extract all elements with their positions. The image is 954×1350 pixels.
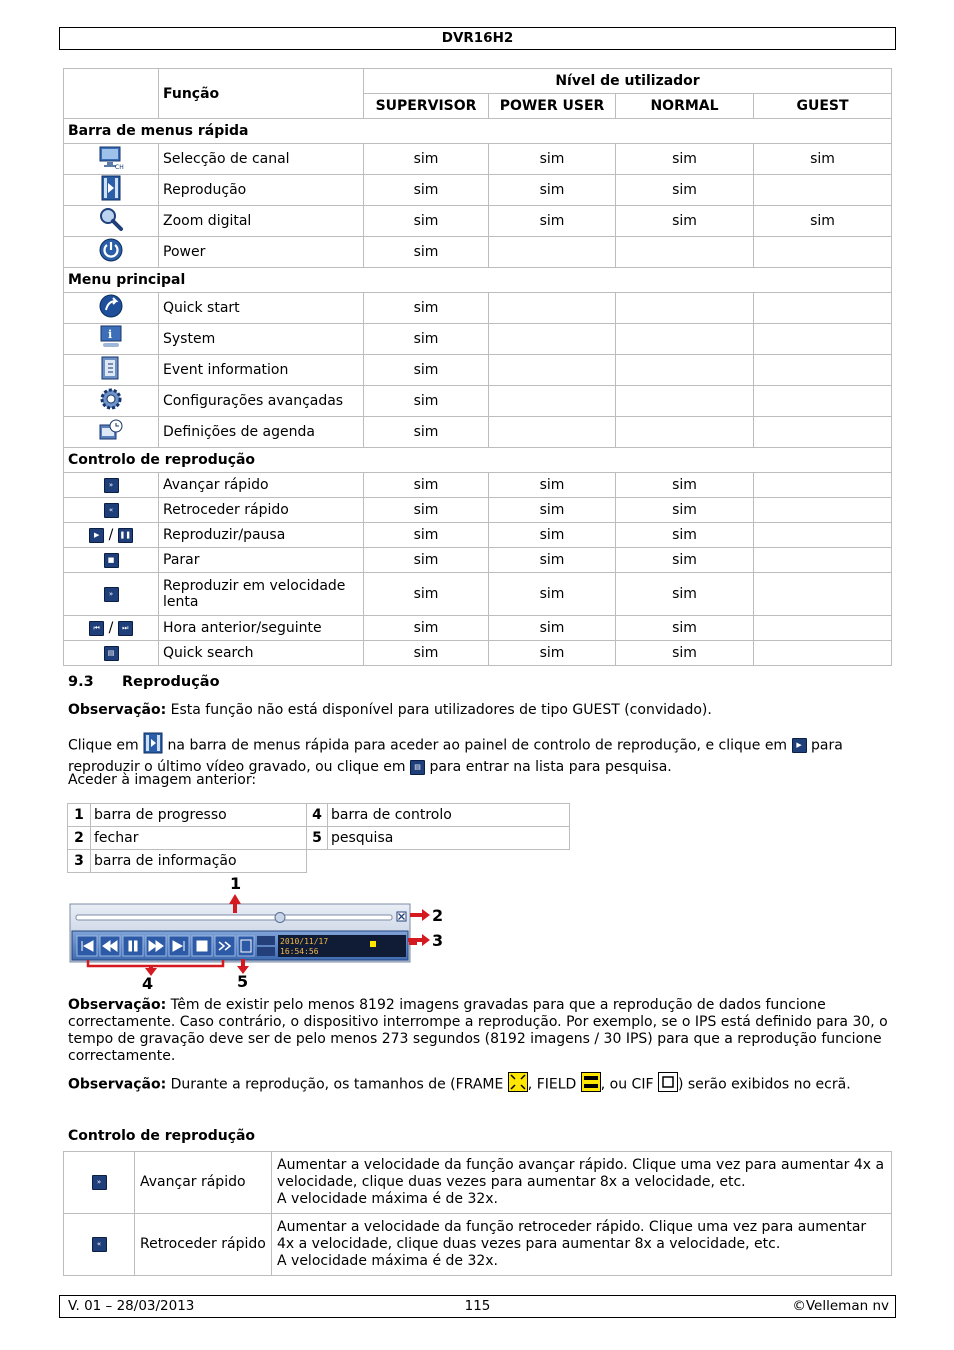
user-level-header: Nível de utilizador (364, 69, 892, 94)
perm-normal (616, 324, 754, 355)
perm-supervisor: sim (364, 616, 489, 641)
perm-supervisor: sim (364, 573, 489, 616)
footer-version: V. 01 – 28/03/2013 (68, 1298, 195, 1314)
status-badge (257, 947, 275, 956)
icon-cell (64, 324, 159, 355)
control-description (272, 1152, 892, 1214)
function-label: Parar (159, 548, 364, 573)
text-part: Clique em (68, 737, 144, 754)
previous-image-text: Aceder à imagem anterior: (68, 772, 257, 788)
icon-header-cell (64, 69, 159, 119)
note-8192 (68, 997, 890, 1065)
perm-normal: sim (616, 616, 754, 641)
perm-power-user: sim (489, 641, 616, 666)
channel-icon (98, 144, 124, 174)
perm-power-user (489, 293, 616, 324)
icon-cell (64, 573, 159, 616)
table-row (64, 616, 892, 641)
control-icon: » (104, 478, 119, 493)
perm-power-user (489, 237, 616, 268)
perm-supervisor: sim (364, 641, 489, 666)
perm-guest: sim (754, 206, 892, 237)
table-row (64, 206, 892, 237)
perm-normal (616, 386, 754, 417)
note-label: Observação: (68, 702, 167, 718)
control-icon: ⏮ (89, 621, 104, 636)
perm-power-user: sim (489, 616, 616, 641)
legend-empty (307, 850, 570, 873)
slow-play-icon (104, 586, 119, 602)
table-row (64, 641, 892, 666)
fast-forward-icon (104, 477, 119, 493)
table-row (64, 324, 892, 355)
legend-text: barra de informação (91, 850, 307, 873)
perm-normal (616, 237, 754, 268)
table-row (64, 293, 892, 324)
legend-text: barra de controlo (328, 804, 570, 827)
perm-normal (616, 293, 754, 324)
schedule-icon (98, 417, 124, 447)
function-label: Reproduzir/pausa (159, 523, 364, 548)
perm-power-user: sim (489, 573, 616, 616)
callout-3: 3 (432, 931, 444, 950)
control-icon: ▤ (104, 646, 119, 661)
perm-normal (616, 417, 754, 448)
description-text: Aumentar a velocidade da função retroceder rápido. Clique uma vez para aumentar 4x a velocidade, clique duas vezes para aumentar 8x a velocidade, etc. (277, 1219, 867, 1252)
function-label: Power (159, 237, 364, 268)
quick-start-icon (98, 293, 124, 323)
function-label: Selecção de canal (159, 144, 364, 175)
perm-power-user (489, 355, 616, 386)
icon-cell (64, 206, 159, 237)
perm-supervisor: sim (364, 548, 489, 573)
user-permissions-table (63, 68, 892, 666)
note-text: ) serão exibidos no ecrã. (677, 1076, 851, 1093)
perm-guest (754, 175, 892, 206)
perm-supervisor: sim (364, 473, 489, 498)
perm-guest (754, 324, 892, 355)
table-row (64, 498, 892, 523)
callout-4: 4 (142, 974, 154, 992)
table-row (64, 144, 892, 175)
perm-supervisor: sim (364, 293, 489, 324)
function-label: Quick start (159, 293, 364, 324)
function-label: Event information (159, 355, 364, 386)
icon-cell (64, 144, 159, 175)
progress-bar (76, 915, 392, 920)
level-power-user: POWER USER (489, 94, 616, 119)
footer-page-number: 115 (464, 1298, 491, 1314)
perm-guest (754, 386, 892, 417)
note-text: , FIELD (527, 1076, 581, 1093)
perm-supervisor: sim (364, 144, 489, 175)
note-text: , ou CIF (600, 1076, 658, 1093)
svg-text:i: i (108, 328, 113, 341)
description-text: Aumentar a velocidade da função avançar rápido. Clique uma vez para aumentar 4x a velocidade, clique duas vezes para aumentar 8x a velocidade, etc. (277, 1157, 885, 1190)
perm-supervisor: sim (364, 175, 489, 206)
event-info-icon (98, 355, 124, 385)
page-footer (59, 1295, 896, 1318)
rewind-icon (104, 502, 119, 518)
section-row-title: Barra de menus rápida (64, 119, 892, 144)
table-row (64, 573, 892, 616)
panel-legend-table (67, 803, 570, 873)
perm-power-user: sim (489, 473, 616, 498)
perm-guest (754, 293, 892, 324)
perm-supervisor: sim (364, 498, 489, 523)
perm-supervisor: sim (364, 324, 489, 355)
icon-cell (64, 616, 159, 641)
perm-guest (754, 616, 892, 641)
perm-power-user: sim (489, 498, 616, 523)
note-text: Durante a reprodução, os tamanhos de (FRAME (166, 1076, 508, 1093)
perm-supervisor: sim (364, 237, 489, 268)
table-row (64, 523, 892, 548)
perm-guest (754, 523, 892, 548)
legend-row (68, 827, 570, 850)
icon-cell (64, 237, 159, 268)
function-label: Definições de agenda (159, 417, 364, 448)
perm-normal (616, 355, 754, 386)
table-row (64, 473, 892, 498)
perm-normal: sim (616, 175, 754, 206)
perm-power-user (489, 324, 616, 355)
perm-normal: sim (616, 144, 754, 175)
field-icon (581, 1072, 601, 1097)
function-label: Quick search (159, 641, 364, 666)
icon-cell (64, 1152, 135, 1214)
table-row (64, 1214, 892, 1276)
legend-number: 1 (68, 804, 91, 827)
legend-text: barra de progresso (91, 804, 307, 827)
prev-next-hour-icon: ⏮ / ⏭ (89, 620, 133, 636)
max-speed-text: A velocidade máxima é de 32x. (277, 1191, 499, 1207)
note-guest (68, 702, 890, 719)
perm-power-user: sim (489, 523, 616, 548)
info-date: 2010/11/17 (280, 937, 329, 946)
text-part: para reproduzir o último vídeo gravado, ou clique em (68, 737, 843, 775)
icon-cell (64, 473, 159, 498)
icon-cell (64, 355, 159, 386)
legend-text: pesquisa (328, 827, 570, 850)
footer-copyright: ©Velleman nv (792, 1298, 889, 1314)
section-row-title: Menu principal (64, 268, 892, 293)
perm-normal: sim (616, 523, 754, 548)
icon-cell (64, 1214, 135, 1276)
section-row-title: Controlo de reprodução (64, 448, 892, 473)
table-row (64, 355, 892, 386)
playback-control-heading: Controlo de reprodução (68, 1128, 256, 1144)
search-button (238, 936, 254, 956)
function-label: Hora anterior/seguinte (159, 616, 364, 641)
perm-normal: sim (616, 473, 754, 498)
advanced-config-icon (98, 386, 124, 416)
function-label: Reproduzir em velocidade lenta (159, 573, 364, 616)
perm-guest (754, 355, 892, 386)
function-label: Retroceder rápido (159, 498, 364, 523)
legend-number: 3 (68, 850, 91, 873)
control-icon: « (92, 1237, 107, 1252)
icon-cell (64, 293, 159, 324)
icon-cell (64, 523, 159, 548)
perm-guest (754, 548, 892, 573)
legend-row (68, 804, 570, 827)
function-label: System (159, 324, 364, 355)
progress-handle (275, 913, 285, 923)
legend-text: fechar (91, 827, 307, 850)
frame-icon (508, 1072, 528, 1097)
table-row (64, 548, 892, 573)
control-icon: ❚❚ (118, 528, 133, 543)
control-description (272, 1214, 892, 1276)
perm-supervisor: sim (364, 206, 489, 237)
perm-power-user: sim (489, 206, 616, 237)
click-instructions (68, 732, 890, 776)
function-label: Configurações avançadas (159, 386, 364, 417)
text-part: na barra de menus rápida para aceder ao painel de controlo de reprodução, e clique em (163, 737, 792, 754)
level-normal: NORMAL (616, 94, 754, 119)
callout-1: 1 (230, 874, 242, 893)
icon-cell (64, 548, 159, 573)
playback-control-table (63, 1151, 892, 1276)
stop-icon (104, 552, 119, 568)
section-number: 9.3 (68, 674, 94, 690)
icon-cell (64, 175, 159, 206)
perm-normal: sim (616, 548, 754, 573)
text-part: para entrar na lista para pesquisa. (425, 759, 672, 775)
table-row (64, 386, 892, 417)
function-label: Reprodução (159, 175, 364, 206)
table-row (64, 237, 892, 268)
perm-guest (754, 641, 892, 666)
perm-guest (754, 237, 892, 268)
play-pause-icon: ▶ / ❚❚ (89, 527, 133, 543)
note-label: Observação: (68, 1076, 167, 1093)
perm-normal: sim (616, 641, 754, 666)
perm-normal: sim (616, 206, 754, 237)
control-label: Retroceder rápido (135, 1214, 272, 1276)
icon-cell (64, 641, 159, 666)
icon-cell (64, 386, 159, 417)
note-sizes (68, 1072, 890, 1097)
perm-supervisor: sim (364, 386, 489, 417)
level-supervisor: SUPERVISOR (364, 94, 489, 119)
perm-normal: sim (616, 498, 754, 523)
perm-normal: sim (616, 573, 754, 616)
legend-number: 5 (307, 827, 328, 850)
perm-power-user: sim (489, 548, 616, 573)
control-icon: ▶ (89, 528, 104, 543)
table-row (64, 417, 892, 448)
record-indicator (370, 941, 376, 947)
max-speed-text: A velocidade máxima é de 32x. (277, 1253, 499, 1269)
playback-icon (100, 175, 122, 205)
control-label: Avançar rápido (135, 1152, 272, 1214)
info-time: 16:54:56 (280, 947, 319, 956)
callout-2: 2 (432, 906, 444, 925)
section-title: Reprodução (122, 674, 220, 690)
zoom-icon (98, 206, 124, 236)
icon-cell (64, 417, 159, 448)
quick-search-icon (104, 645, 119, 661)
control-icon: » (104, 587, 119, 602)
note-text: Têm de existir pelo menos 8192 imagens gravadas para que a reprodução de dados funcione correctamente. Caso contrário, o dispositivo interrompe a reprodução. Por exemplo, se o IPS está definido para 30, o tempo de gravação deve ser de pelo menos 273 segundos (8192 imagens / 30 IPS) para que a reprodução funcione correctamente. (68, 997, 888, 1064)
perm-guest: sim (754, 144, 892, 175)
perm-guest (754, 417, 892, 448)
perm-power-user: sim (489, 175, 616, 206)
play-icon: ▶ (792, 738, 807, 753)
system-icon (98, 324, 124, 354)
perm-power-user (489, 386, 616, 417)
perm-guest (754, 498, 892, 523)
svg-text:CH: CH (115, 164, 124, 170)
function-label: Avançar rápido (159, 473, 364, 498)
perm-guest (754, 473, 892, 498)
section-heading (68, 674, 220, 690)
note-text: Esta função não está disponível para utilizadores de tipo GUEST (convidado). (166, 702, 712, 718)
control-icon: ⏭ (118, 621, 133, 636)
callout-5: 5 (237, 972, 249, 991)
perm-supervisor: sim (364, 417, 489, 448)
pause-button (123, 936, 143, 956)
quick-search-icon: ▤ (410, 760, 425, 775)
icon-cell (64, 498, 159, 523)
channel-badge (257, 936, 275, 945)
legend-number: 4 (307, 804, 328, 827)
function-header: Função (159, 69, 364, 119)
note-label: Observação: (68, 997, 167, 1013)
table-row (64, 1152, 892, 1214)
table-row (64, 175, 892, 206)
perm-power-user (489, 417, 616, 448)
perm-supervisor: sim (364, 355, 489, 386)
legend-number: 2 (68, 827, 91, 850)
playback-control-panel (68, 872, 448, 992)
page-header: DVR16H2 (59, 27, 896, 50)
playback-icon (143, 732, 163, 759)
power-icon (98, 237, 124, 267)
level-guest: GUEST (754, 94, 892, 119)
control-icon: » (92, 1175, 107, 1190)
legend-row (68, 850, 570, 873)
function-label: Zoom digital (159, 206, 364, 237)
cif-icon (658, 1072, 678, 1097)
perm-power-user: sim (489, 144, 616, 175)
control-icon: « (104, 503, 119, 518)
perm-guest (754, 573, 892, 616)
control-icon: ■ (104, 553, 119, 568)
perm-supervisor: sim (364, 523, 489, 548)
